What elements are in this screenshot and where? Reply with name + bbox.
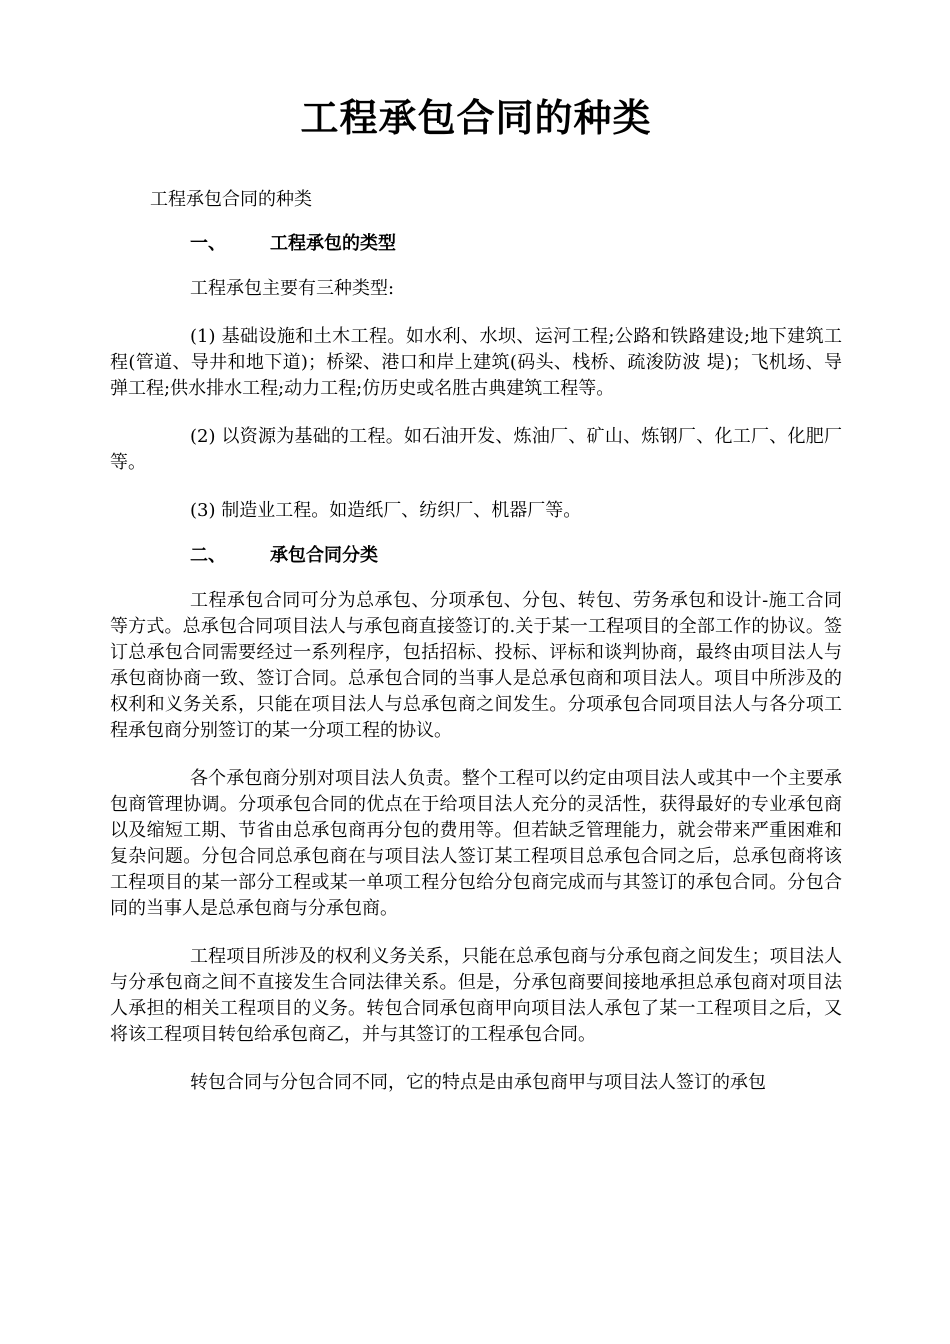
section-number: 一、 — [190, 233, 226, 254]
paragraph: 转包合同与分包合同不同，它的特点是由承包商甲与项目法人签订的承包 — [190, 1072, 766, 1093]
document-page — [110, 90, 842, 1096]
paragraph: 工程承包合同可分为总承包、分项承包、分包、转包、劳务承包和设计-施工合同等方式。总承包合同项目法人与承包商直接签订的.关于某一工程项目的全部工作的协议。签订总承包合同需要经过一系列程序，包括招标、投标、评标和谈判协商，最终由项目法人与承包商协商一致、签订合同。总承包合同的当事人是总承包商和项目法人。项目中所涉及的权利和义务关系，只能在项目法人与总承包商之间发生。分项承包合同项目法人与各分项工程承包商分别签订的某一分项工程的协议。 — [110, 590, 842, 741]
paragraph: 工程承包主要有三种类型: — [190, 278, 395, 299]
document-subtitle: 工程承包合同的种类 — [150, 189, 312, 210]
paragraph: (2) 以资源为基础的工程。如石油开发、炼油厂、矿山、炼钢厂、化工厂、化肥厂等。 — [110, 426, 842, 473]
section-heading-1 — [110, 232, 842, 256]
paragraph: 工程项目所涉及的权利义务关系，只能在总承包商与分承包商之间发生；项目法人与分承包商之间不直接发生合同法律关系。但是，分承包商要间接地承担总承包商对项目法人承担的相关工程项目的义务。转包合同承包商甲向项目法人承包了某一工程项目之后，又将该工程项目转包给承包商乙，并与其签订的工程承包合同。 — [110, 946, 842, 1045]
document-title: 工程承包合同的种类 — [300, 95, 652, 140]
paragraph: (1) 基础设施和土木工程。如水利、水坝、运河工程;公路和铁路建设;地下建筑工程(管道、导井和地下道)；桥梁、港口和岸上建筑(码头、栈桥、疏浚防波 堤)；飞机场、导弹工程;供水排水工程;动力工程;仿历史或名胜古典建筑工程等。 — [110, 326, 842, 399]
paragraph: (3) 制造业工程。如造纸厂、纺织厂、机器厂等。 — [190, 500, 582, 521]
section-heading-text: 承包合同分类 — [270, 545, 378, 566]
section-heading-2 — [110, 544, 842, 568]
paragraph: 各个承包商分别对项目法人负责。整个工程可以约定由项目法人或其中一个主要承包商管理协调。分项承包合同的优点在于给项目法人充分的灵活性，获得最好的专业承包商以及缩短工期、节省由总承包商再分包的费用等。但若缺乏管理能力，就会带来严重困难和复杂问题。分包合同总承包商在与项目法人签订某工程项目总承包合同之后，总承包商将该工程项目的某一部分工程或某一单项工程分包给分包商完成而与其签订的承包合同。分包合同的当事人是总承包商与分承包商。 — [110, 768, 842, 919]
section-heading-text: 工程承包的类型 — [270, 233, 396, 254]
section-number: 二、 — [190, 545, 226, 566]
